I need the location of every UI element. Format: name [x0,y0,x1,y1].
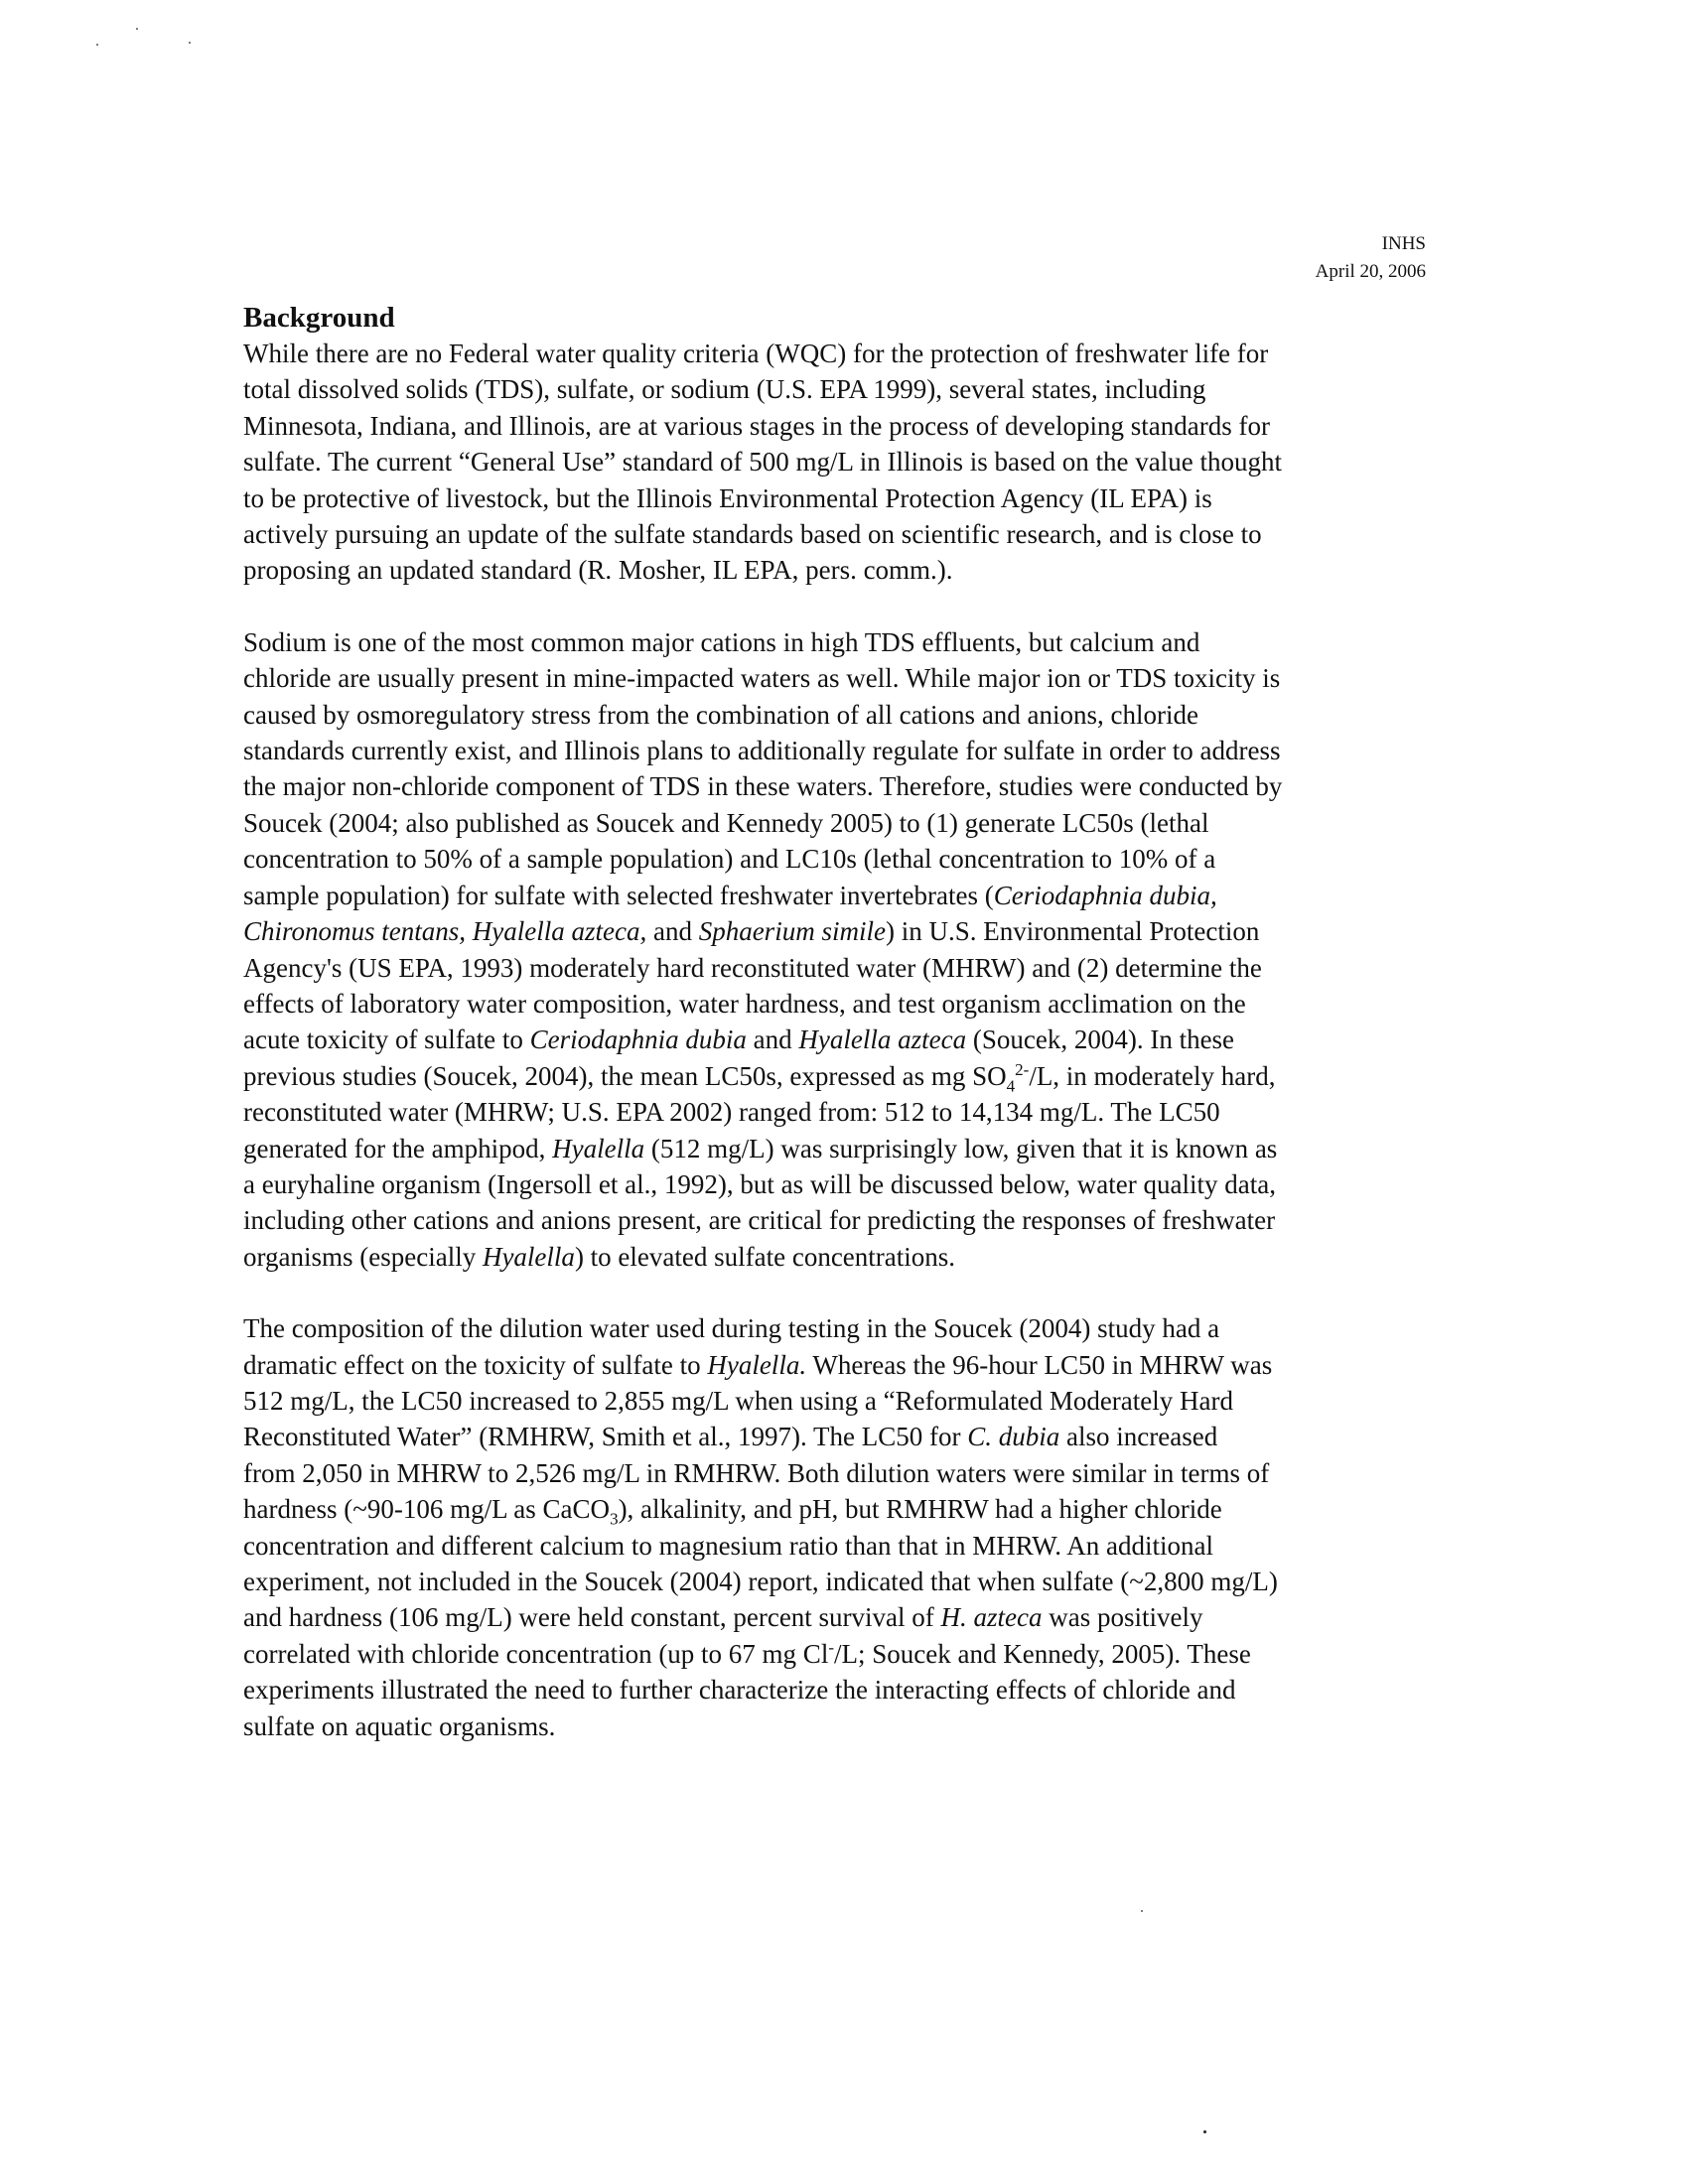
text-line: chloride are usually present in mine-impacted waters as well. While major ion or TDS toxicity is [243,663,1281,694]
text-line: While there are no Federal water quality criteria (WQC) for the protection of freshwater life for [243,339,1269,368]
text-line: sulfate. The current “General Use” standard of 500 mg/L in Illinois is based on the value thought [243,447,1282,478]
superscript: 2- [1015,1059,1030,1079]
species-name: Ceriodaphnia dubia [529,1024,747,1055]
text-line: reconstituted water (MHRW; U.S. EPA 2002) ranged from: 512 to 14,134 mg/L. The LC50 [243,1097,1220,1128]
text-line: experiment, not included in the Soucek (2004) report, indicated that when sulfate (~2,800 mg/L) [243,1567,1278,1596]
text-line: standards currently exist, and Illinois plans to additionally regulate for sulfate in order to address [243,736,1281,766]
text-line: to be protective of livestock, but the Illinois Environmental Protection Agency (IL EPA) is [243,482,1212,513]
paragraph-sodium [243,624,1450,1275]
species-name: Sphaerium simile [698,916,886,947]
text-line: concentration to 50% of a sample population) and LC10s (lethal concentration to 10% of a [243,844,1216,875]
species-name: Hyalella [482,1241,575,1272]
species-name: H. azteca [940,1602,1043,1633]
text-line: sample population) for sulfate with selected freshwater invertebrates (Ceriodaphnia dubia, [243,880,1217,910]
superscript: - [828,1637,834,1657]
species-name: Hyalella [552,1133,645,1163]
text-line: Sodium is one of the most common major cations in high TDS effluents, but calcium and [243,626,1200,657]
document-header [1316,230,1426,286]
text-line: Chironomus tentans, Hyalella azteca, and Sphaerium simile) in U.S. Environmental Protection [243,916,1260,947]
paragraph-background [243,336,1450,589]
species-name: C. dubia [967,1422,1060,1452]
scan-speck [136,28,138,30]
species-name: Ceriodaphnia dubia, [993,880,1217,910]
text-line: generated for the amphipod, Hyalella (512 mg/L) was surprisingly low, given that it is known as [243,1133,1278,1163]
scan-speck [1203,2130,1206,2133]
text-line: dramatic effect on the toxicity of sulfate to Hyalella. Whereas the 96-hour LC50 in MHRW was [243,1349,1273,1380]
text-line: Minnesota, Indiana, and Illinois, are at various stages in the process of developing standards for [243,410,1270,441]
text-line: Reconstituted Water” (RMHRW, Smith et al., 1997). The LC50 for C. dubia also increased [243,1422,1218,1452]
header-date: April 20, 2006 [1315,261,1426,282]
scan-speck [189,42,191,44]
text-line: actively pursuing an update of the sulfate standards based on scientific research, and is close to [243,519,1262,550]
text-line: 512 mg/L, the LC50 increased to 2,855 mg/L when using a “Reformulated Moderately Hard [243,1385,1233,1416]
text-line: proposing an updated standard (R. Mosher, IL EPA, pers. comm.). [243,555,953,586]
species-name: Chironomus tentans, Hyalella azteca, [243,916,647,947]
section-heading: Background [243,302,395,334]
text-line: experiments illustrated the need to further characterize the interacting effects of chloride and [243,1675,1236,1706]
paragraph-dilution-water [243,1310,1450,1744]
text-line: correlated with chloride concentration (up to 67 mg Cl-/L; Soucek and Kennedy, 2005). These [243,1637,1251,1669]
text-line: the major non-chloride component of TDS in these waters. Therefore, studies were conducted by [243,771,1283,802]
text-line: organisms (especially Hyalella) to elevated sulfate concentrations. [243,1241,956,1272]
text-line: effects of laboratory water composition, water hardness, and test organism acclimation on the [243,988,1246,1019]
subscript: 3 [610,1509,619,1529]
text-line: a euryhaline organism (Ingersoll et al., 1992), but as will be discussed below, water quality data, [243,1168,1276,1199]
text-line: Soucek (2004; also published as Soucek and Kennedy 2005) to (1) generate LC50s (lethal [243,807,1209,838]
species-name: Hyalella. [707,1349,807,1380]
species-name: Hyalella azteca [798,1024,967,1055]
text-line: previous studies (Soucek, 2004), the mean LC50s, expressed as mg $SO_4^{2-}/L$, in moderately hard, [243,1059,1276,1096]
text-line: sulfate on aquatic organisms. [243,1710,556,1741]
header-org: INHS [1381,233,1426,254]
text-line: caused by osmoregulatory stress from the combination of all cations and anions, chloride [243,699,1199,730]
text-line: and hardness (106 mg/L) were held constant, percent survival of H. azteca was positively [243,1602,1203,1633]
text-line: including other cations and anions present, are critical for predicting the responses of freshwater [243,1205,1276,1236]
subscript: 4 [1006,1076,1016,1096]
scan-speck [96,44,98,46]
text-line: The composition of the dilution water used during testing in the Soucek (2004) study had a [243,1313,1220,1344]
text-line: acute toxicity of sulfate to Ceriodaphnia dubia and Hyalella azteca (Soucek, 2004). In these [243,1024,1235,1055]
text-line: Agency's (US EPA, 1993) moderately hard reconstituted water (MHRW) and (2) determine the [243,952,1262,983]
text-line: from 2,050 in MHRW to 2,526 mg/L in RMHRW. Both dilution waters were similar in terms of [243,1457,1270,1488]
scan-speck [1141,1910,1143,1912]
document-body [243,300,1450,1744]
text-line: concentration and different calcium to magnesium ratio than that in MHRW. An additional [243,1530,1214,1561]
text-line: hardness (~90-106 mg/L as CaCO$_3$), alkalinity, and pH, but RMHRW had a higher chloride [243,1494,1222,1529]
text-line: total dissolved solids (TDS), sulfate, or sodium (U.S. EPA 1999), several states, including [243,374,1206,405]
